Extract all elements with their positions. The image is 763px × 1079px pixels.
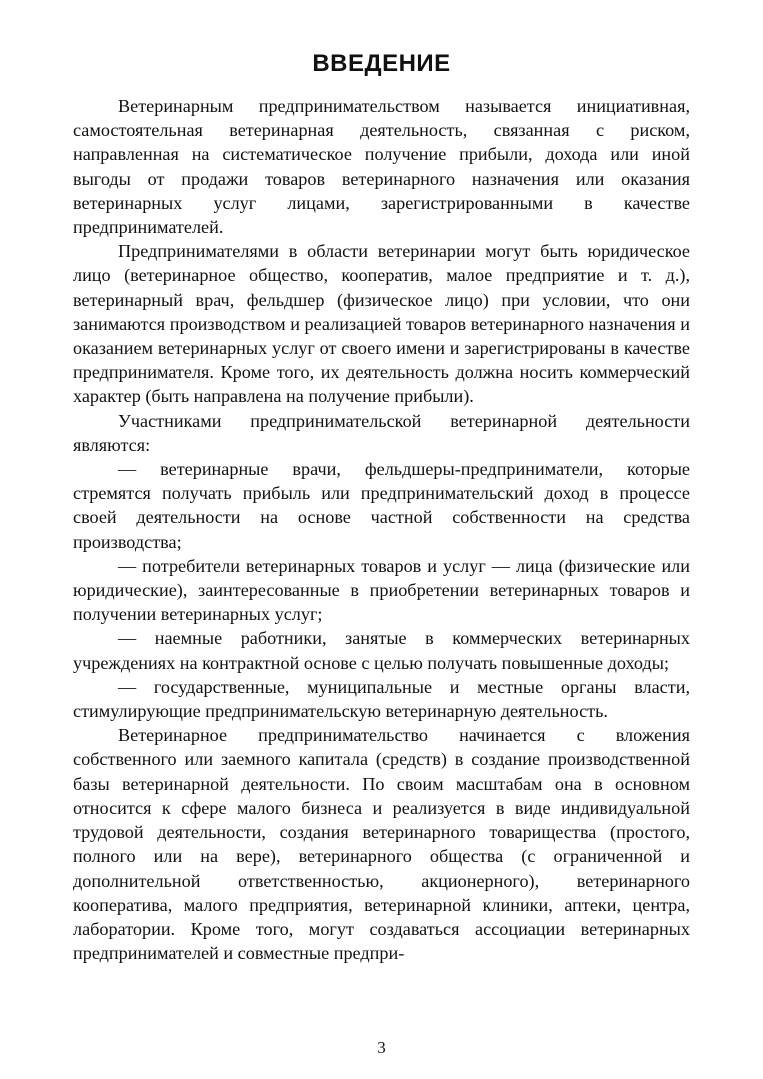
- list-item-consumers: — потребители ветеринарных товаров и услуг — лица (физические или юридические), заинтересованные в приобретении ветеринарных товаров и получении ветеринарных услуг;: [73, 555, 690, 625]
- paragraph-definition: Ветеринарным предпринимательством называется инициативная, самостоятельная ветеринарная деятельность, связанная с риском, направленная на систематическое получение прибыли, дохода или иной выгоды от продажи товаров ветеринарного назначения или оказания ветеринарных услуг лицами, зарегистрированными в качестве предпринимателей.: [73, 96, 690, 238]
- page-number: 3: [377, 1038, 386, 1057]
- list-item-vets: — ветеринарные врачи, фельдшеры-предприниматели, которые стремятся получать прибыль или предпринимательский доход в процессе своей деятельности на основе частной собственности на средства производства;: [73, 459, 690, 552]
- list-item-authorities: — государственные, муниципальные и местные органы власти, стимулирующие предпринимательскую ветеринарную деятельность.: [73, 676, 690, 722]
- paragraph-participants-intro: Участниками предпринимательской ветеринарной деятельности являются:: [73, 410, 690, 455]
- list-item-employees: — наемные работники, занятые в коммерческих ветеринарных учреждениях на контрактной основе с целью получать повышенные доходы;: [73, 628, 690, 673]
- body-text: [73, 94, 690, 965]
- paragraph-capital: Ветеринарное предпринимательство начинается с вложения собственного или заемного капитала (средств) в создание производственной базы ветеринарной деятельности. По своим масштабам она в основном относится к сфере малого бизнеса и реализуется в виде индивидуальной трудовой деятельности, создания ветеринарного товарищества (простого, полного или на вере), ветеринарного общества (с ограниченной и дополнительной ответственностью, акционерного), ветеринарного кооператива, малого предприятия, ветеринарной клиники, аптеки, центра, лаборатории. Кроме того, могут создаваться ассоциации ветеринарных предпринимателей и совместные предпри-: [73, 725, 690, 964]
- paragraph-entrepreneurs: Предпринимателями в области ветеринарии могут быть юридическое лицо (ветеринарное общество, кооператив, малое предприятие и т. д.), ветеринарный врач, фельдшер (физическое лицо) при условии, что они занимаются производством и реализацией товаров ветеринарного назначения и оказанием ветеринарных услуг от своего имени и зарегистрированы в качестве предпринимателя. Кроме того, их деятельность должна носить коммерческий характер (быть направлена на получение прибыли).: [73, 241, 690, 407]
- page-title: ВВЕДЕНИЕ: [312, 50, 451, 77]
